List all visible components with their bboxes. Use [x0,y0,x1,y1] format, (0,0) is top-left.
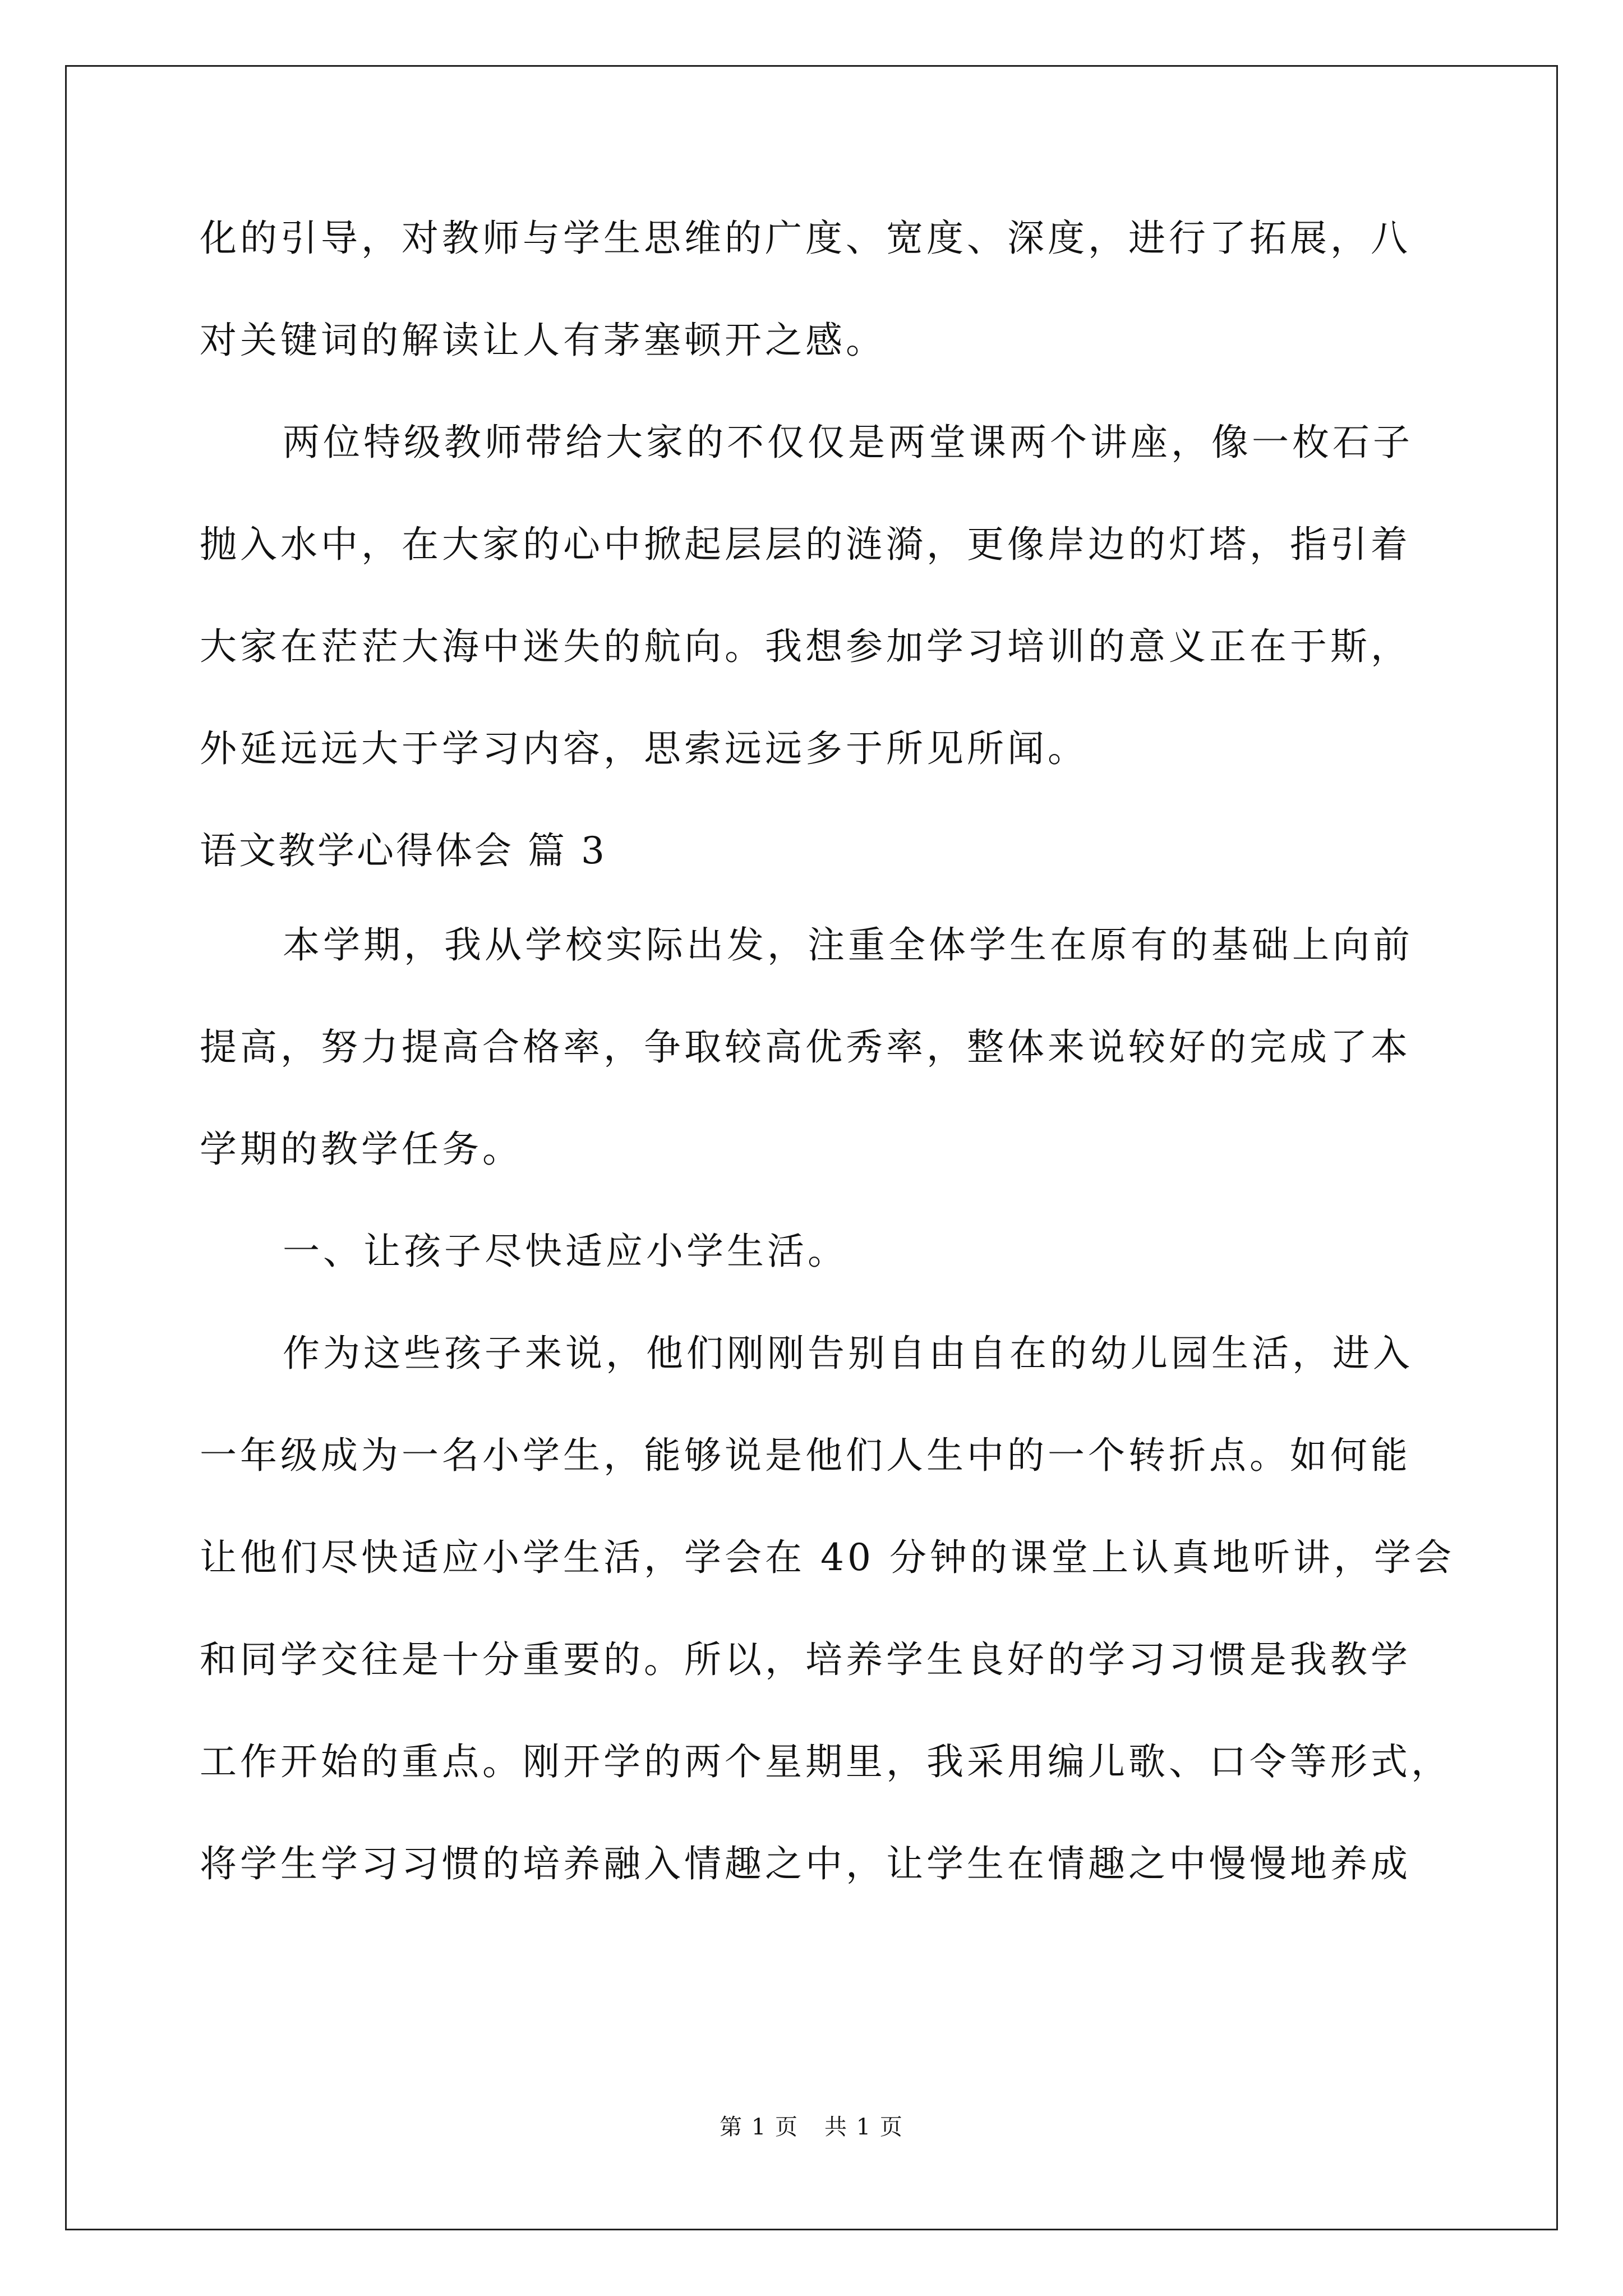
text-line: 大家在茫茫大海中迷失的航向。我想参加学习培训的意义正在于斯， [200,625,1411,668]
text-line: 两位特级教师带给大家的不仅仅是两堂课两个讲座，像一枚石子 [283,421,1413,464]
section-heading: 语文教学心得体会 篇 3 [200,829,607,872]
page-total: 共 1 页 [824,2114,903,2140]
text-line: 外延远远大于学习内容，思索远远多于所见所闻。 [200,727,1088,770]
text-line: 和同学交往是十分重要的。所以，培养学生良好的学习习惯是我教学 [200,1638,1411,1681]
page-footer [0,2109,1623,2141]
text-line: 抛入水中，在大家的心中掀起层层的涟漪，更像岸边的灯塔，指引着 [200,523,1411,566]
text-line: 提高，努力提高合格率，争取较高优秀率，整体来说较好的完成了本 [200,1025,1411,1069]
page-number: 第 1 页 [720,2114,799,2140]
text-line: 本学期，我从学校实际出发，注重全体学生在原有的基础上向前 [283,923,1413,967]
document-body [200,208,1455,1935]
text-line: 作为这些孩子来说，他们刚刚告别自由自在的幼儿园生活，进入 [283,1332,1413,1375]
subheading-line: 一、让孩子尽快适应小学生活。 [283,1230,848,1273]
text-line: 一年级成为一名小学生，能够说是他们人生中的一个转折点。如何能 [200,1434,1411,1477]
text-line: 将学生学习习惯的培养融入情趣之中，让学生在情趣之中慢慢地养成 [200,1842,1411,1885]
text-line: 让他们尽快适应小学生活，学会在 40 分钟的课堂上认真地听讲，学会 [200,1536,1455,1579]
text-line: 学期的教学任务。 [200,1128,523,1171]
text-line: 化的引导，对教师与学生思维的广度、宽度、深度，进行了拓展，八 [200,217,1411,260]
text-line: 工作开始的重点。刚开学的两个星期里，我采用编儿歌、口令等形式， [200,1740,1451,1783]
text-line: 对关键词的解读让人有茅塞顿开之感。 [200,319,886,362]
